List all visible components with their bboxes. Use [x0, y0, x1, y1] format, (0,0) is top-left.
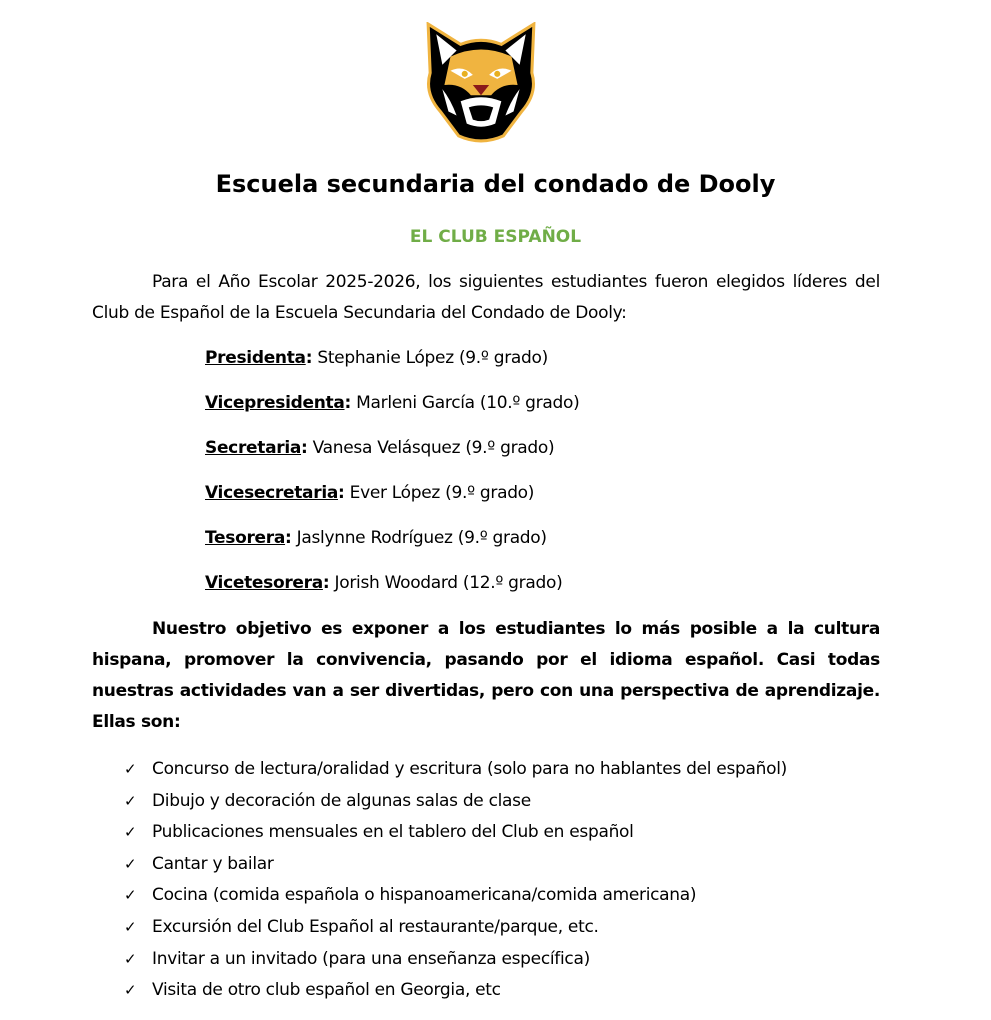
officer-item: Presidenta: Stephanie López (9.º grado): [205, 348, 548, 368]
officer-item: Vicesecretaria: Ever López (9.º grado): [205, 483, 535, 503]
checkmark-icon: ✓: [124, 886, 137, 905]
officer-item: Vicetesorera: Jorish Woodard (12.º grado): [205, 573, 563, 593]
activity-item: [124, 882, 787, 914]
checkmark-icon: ✓: [124, 823, 137, 842]
checkmark-icon: ✓: [124, 791, 137, 810]
checkmark-icon: ✓: [124, 917, 137, 936]
officer-role: Presidenta: [205, 348, 306, 368]
activity-item: [124, 914, 787, 946]
officer-name: Jorish Woodard (12.º grado): [334, 573, 563, 593]
officer-item: Tesorera: Jaslynne Rodríguez (9.º grado): [205, 528, 547, 548]
officer-name: Stephanie López (9.º grado): [317, 348, 548, 368]
activity-item: [124, 819, 787, 851]
activities-list: [124, 756, 787, 1009]
checkmark-icon: ✓: [124, 981, 137, 1000]
officer-name: Marleni García (10.º grado): [356, 393, 580, 413]
activity-text: Excursión del Club Español al restaurante/parque, etc.: [152, 916, 599, 937]
activity-item: [124, 946, 787, 978]
officer-name: Jaslynne Rodríguez (9.º grado): [296, 528, 547, 548]
activity-text: Invitar a un invitado (para una enseñanza específica): [152, 948, 590, 969]
activity-item: [124, 851, 787, 883]
activity-item: [124, 788, 787, 820]
officers-list: [205, 345, 579, 615]
officer-role: Vicetesorera: [205, 573, 323, 593]
checkmark-icon: ✓: [124, 854, 137, 873]
officer-role: Vicepresidenta: [205, 393, 345, 413]
officer-name: Ever López (9.º grado): [349, 483, 535, 503]
activity-text: Publicaciones mensuales en el tablero del Club en español: [152, 822, 634, 843]
tiger-logo-icon: [420, 22, 542, 144]
officer-role: Tesorera: [205, 528, 286, 548]
activity-text: Concurso de lectura/oralidad y escritura (solo para no hablantes del español): [152, 759, 787, 779]
officer-item: Secretaria: Vanesa Velásquez (9.º grado): [205, 438, 555, 458]
checkmark-icon: ✓: [124, 760, 137, 778]
officer-role: Vicesecretaria: [205, 483, 339, 503]
activity-item: [124, 977, 787, 1009]
school-title: Escuela secundaria del condado de Dooly: [215, 170, 776, 198]
activity-text: Dibujo y decoración de algunas salas de clase: [152, 790, 531, 811]
club-subtitle: EL CLUB ESPAÑOL: [409, 227, 582, 247]
objective-paragraph: Nuestro objetivo es exponer a los estudiantes lo más posible a la cultura hispana, promover la convivencia, pasando por el idioma español. Casi todas nuestras actividades van a ser divertidas, pero con una perspectiva de aprendizaje. Ellas son:: [92, 619, 880, 732]
activity-text: Cocina (comida española o hispanoamericana/comida americana): [152, 885, 697, 906]
checkmark-icon: ✓: [124, 949, 137, 968]
intro-paragraph: Para el Año Escolar 2025-2026, los siguientes estudiantes fueron elegidos líderes del Club de Español de la Escuela Secundaria del Condado de Dooly:: [92, 272, 880, 323]
officer-name: Vanesa Velásquez (9.º grado): [312, 438, 555, 458]
officer-role: Secretaria: [205, 438, 302, 458]
activity-text: Cantar y bailar: [152, 853, 274, 874]
activity-item: [124, 756, 787, 788]
officer-item: Vicepresidenta: Marleni García (10.º grado): [205, 393, 580, 413]
activity-text: Visita de otro club español en Georgia, etc: [152, 980, 501, 1001]
